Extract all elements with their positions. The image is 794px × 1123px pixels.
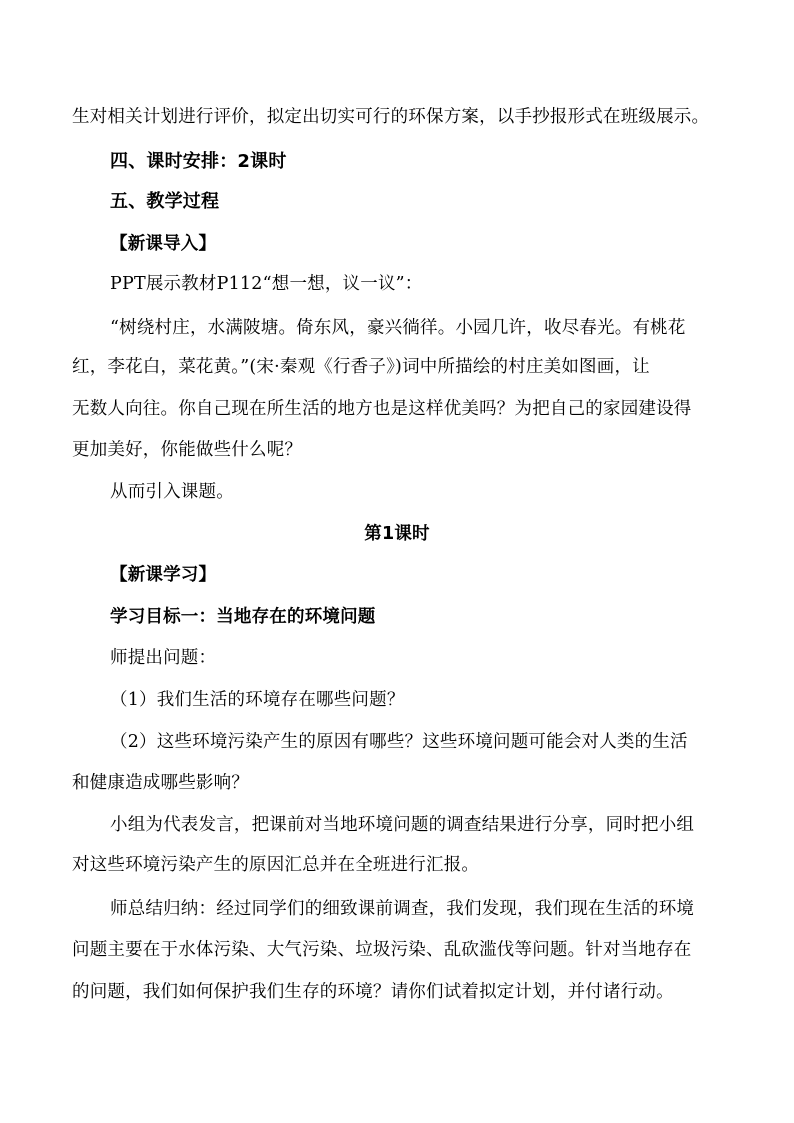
section-heading-schedule: 四、课时安排：2课时 [110,151,287,172]
body-text-line: 和健康造成哪些影响？ [72,773,249,793]
question-item: （2）这些环境污染产生的原因有哪些？这些环境问题可能会对人类的生活 [110,732,688,752]
body-text-line: 师提出问题： [110,648,217,668]
body-text-line: PPT展示教材P112“想一想，议一议”： [110,274,423,294]
body-text-line: 从而引入课题。 [110,482,234,502]
subsection-heading-new-lesson: 【新课学习】 [110,565,217,585]
body-text-line: 小组为代表发言，把课前对当地环境问题的调查结果进行分享，同时把小组 [110,815,695,835]
body-text-line: 的问题，我们如何保护我们生存的环境？请你们试着拟定计划，并付诸行动。 [72,982,674,1002]
body-text-line: 问题主要在于水体污染、大气污染、垃圾污染、乱砍滥伐等问题。针对当地存在 [72,940,692,960]
body-text-line: 更加美好，你能做些什么呢？ [72,440,303,460]
body-text-line: 红，李花白，菜花黄。”(宋·秦观《行香子》)词中所描绘的村庄美如图画，让 [72,357,650,377]
body-text-line: 师总结归纳：经过同学们的细致课前调查，我们发现，我们现在生活的环境 [110,899,695,919]
body-text-line: 无数人向往。你自己现在所生活的地方也是这样优美吗？为把自己的家园建设得 [72,399,692,419]
lesson-title: 第1课时 [364,524,430,544]
body-text-line: 对这些环境污染产生的原因汇总并在全班进行汇报。 [72,855,480,875]
learning-objective-heading: 学习目标一：当地存在的环境问题 [110,607,376,627]
body-text-line: 生对相关计划进行评价，拟定出切实可行的环保方案，以手抄报形式在班级展示。 [72,107,710,127]
question-item: （1）我们生活的环境存在哪些问题？ [110,690,405,710]
subsection-heading-intro: 【新课导入】 [110,234,217,254]
section-heading-process: 五、教学过程 [110,191,220,212]
body-text-line: “树绕村庄，水满陂塘。倚东风，豪兴徜徉。小园几许，收尽春光。有桃花 [110,318,686,338]
